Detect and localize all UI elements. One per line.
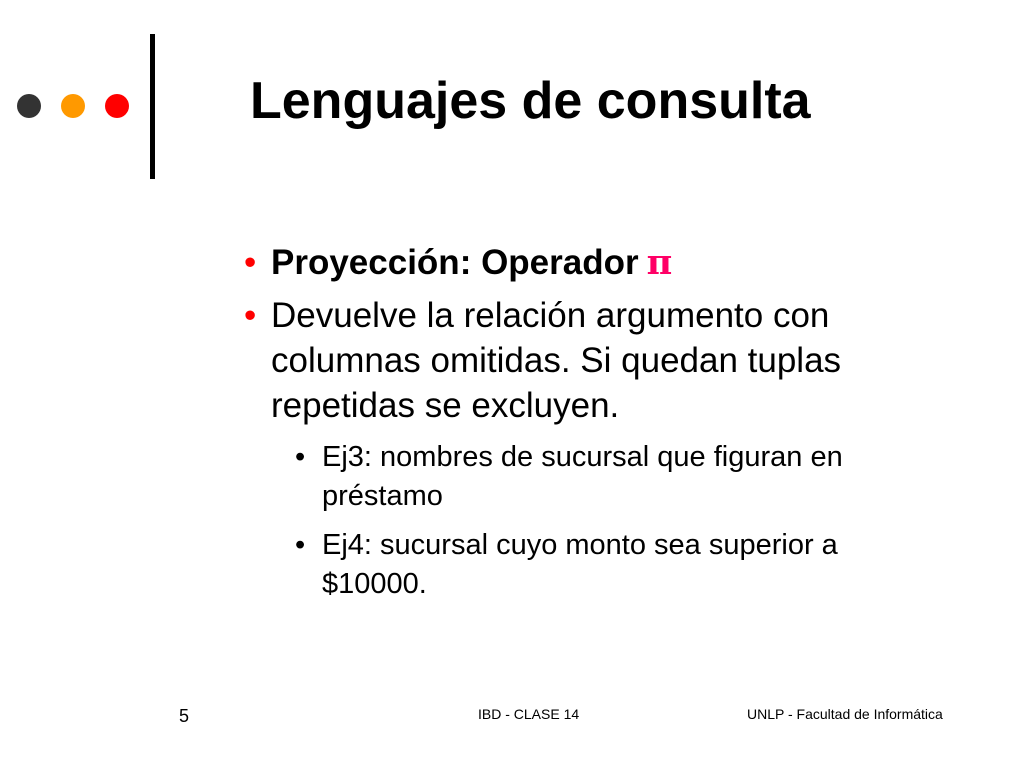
pi-symbol: π xyxy=(646,242,673,283)
sub-bullet-mark: • xyxy=(295,441,306,473)
bullet-text: Proyección: Operador xyxy=(271,243,639,282)
page-number: 5 xyxy=(179,706,190,726)
sub-bullet-text: Ej4: sucursal cuyo monto sea superior a $10000. xyxy=(322,529,838,600)
footer-institution: UNLP - Facultad de Informática xyxy=(747,706,943,722)
decorative-dot-orange-icon xyxy=(61,94,85,118)
bullet-mark: • xyxy=(244,296,257,335)
decorative-dot-dark-icon xyxy=(17,94,41,118)
decorative-dot-red-icon xyxy=(105,94,129,118)
slide-content xyxy=(244,240,944,604)
footer-course: IBD - CLASE 14 xyxy=(478,706,580,722)
bullet-mark: • xyxy=(244,243,257,282)
bullet-projection-operator xyxy=(244,240,944,285)
title-divider-line xyxy=(150,34,155,179)
sub-bullet-ej4 xyxy=(295,526,944,604)
sub-bullet-ej3 xyxy=(295,438,944,516)
slide-title: Lenguajes de consulta xyxy=(250,72,811,130)
sub-bullet-text: Ej3: nombres de sucursal que figuran en préstamo xyxy=(322,441,843,512)
sub-bullet-mark: • xyxy=(295,529,306,561)
bullet-description xyxy=(244,293,944,428)
bullet-text: Devuelve la relación argumento con columnas omitidas. Si quedan tuplas repetidas se excluyen. xyxy=(271,296,842,425)
